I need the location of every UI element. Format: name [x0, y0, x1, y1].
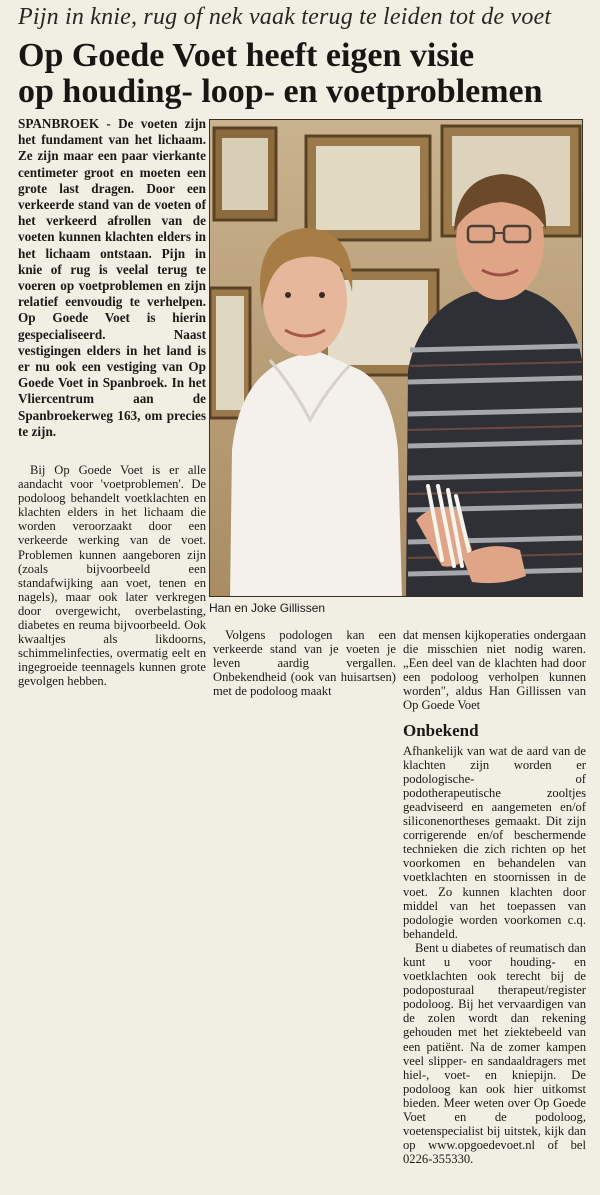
photo-illustration — [210, 120, 583, 597]
column-3-paragraph-1: dat mensen kijkoperaties ondergaan die misschien niet nodig waren. „Een deel van de klachten had door een podoloog verholpen kunnen worden", aldus Han Gillissen van Op Goede Voet — [403, 628, 586, 713]
column-2-body — [213, 628, 396, 698]
lead-text: - De voeten zijn het fundament van het lichaam. Ze zijn maar een paar vierkante centimeter groot en moeten een grote last dragen. Door een verkeerde stand van de voeten of het verkeerd afrollen van de voeten kunnen klachten elders in het lichaam ontstaan. Pijn in knie of rug is veelal terug te voeren op voetproblemen en zijn relatief eenvoudig te verhelpen. Op Goede Voet is hierin gespecialiseerd. Naast vestigingen elders in het land is er nu ook een vestiging van Op Goede Voet in Spanbroek. In het Vliercentrum aan de Spanbroekerweg 163, om precies te zijn. — [18, 116, 206, 439]
column-1-paragraph: Bij Op Goede Voet is er alle aandacht voor 'voetproblemen'. De podoloog behandelt voetklachten en klachten elders in het lichaam die worden veroorzaakt door een verkeerde werking van de voet. Problemen kunnen aangeboren zijn (zoals bijvoorbeeld een standafwijking aan voet, tenen en nagels), maar ook later verkregen door overgewicht, overbelasting, diabetes en reuma bijvoorbeeld. Ook kwaaltjes als likdoorns, schimmelinfecties, overmatig eelt en ingegroeide teennagels kunnen grote gevolgen hebben. — [18, 463, 206, 689]
article-headline — [18, 38, 593, 110]
article-photo — [209, 119, 583, 597]
headline-line-2: op houding- loop- en voetproblemen — [18, 73, 543, 110]
headline-line-1: Op Goede Voet heeft eigen visie — [18, 37, 475, 74]
column-3-body — [403, 628, 586, 1166]
photo-caption: Han en Joke Gillissen — [209, 601, 326, 615]
column-3-paragraph-3: Bent u diabetes of reumatisch dan kunt u voor houding- en voetklachten ook terecht bij de podoposturaal therapeut/register podoloog. Bij het vervaardigen van de zolen wordt dan rekening gehouden met het ziektebeeld van een patiënt. Na de zomer kampen veel slipper- en sandaaldragers met hiel-, voet- en kniepijn. De podoloog kan ook hier uitkomst bieden. Meer weten over Op Goede Voet en de podoloog, voetenspecialist bij uitstek, kijk dan op www.opgoedevoet.nl of bel 0226-355330. — [403, 940, 587, 1167]
column-1-body — [18, 463, 206, 689]
dateline: SPANBROEK — [18, 116, 100, 131]
article-lead — [18, 116, 206, 440]
article-kicker: Pijn in knie, rug of nek vaak terug te leiden tot de voet — [18, 4, 552, 30]
column-3-paragraph-2: Afhankelijk van wat de aard van de klachten zijn worden er podologische- of podotherapeutische zooltjes geadviseerd en aangemeten en/of siliconenortheses gemaakt. Dit zijn corrigerende en/of beschermende technieken die zich richten op het voorkomen en behandelen van voetklachten en stoornissen in de voet. Zo kunnen klachten door middel van het toepassen van podologie worden voorkomen c.q. behandeld. — [403, 743, 586, 941]
column-2-paragraph: Volgens podologen kan een verkeerde stand van je voeten je leven aardig vergallen. Onbekendheid (ook van huisartsen) met de podoloog maakt — [213, 628, 396, 699]
subheading: Onbekend — [403, 720, 479, 740]
